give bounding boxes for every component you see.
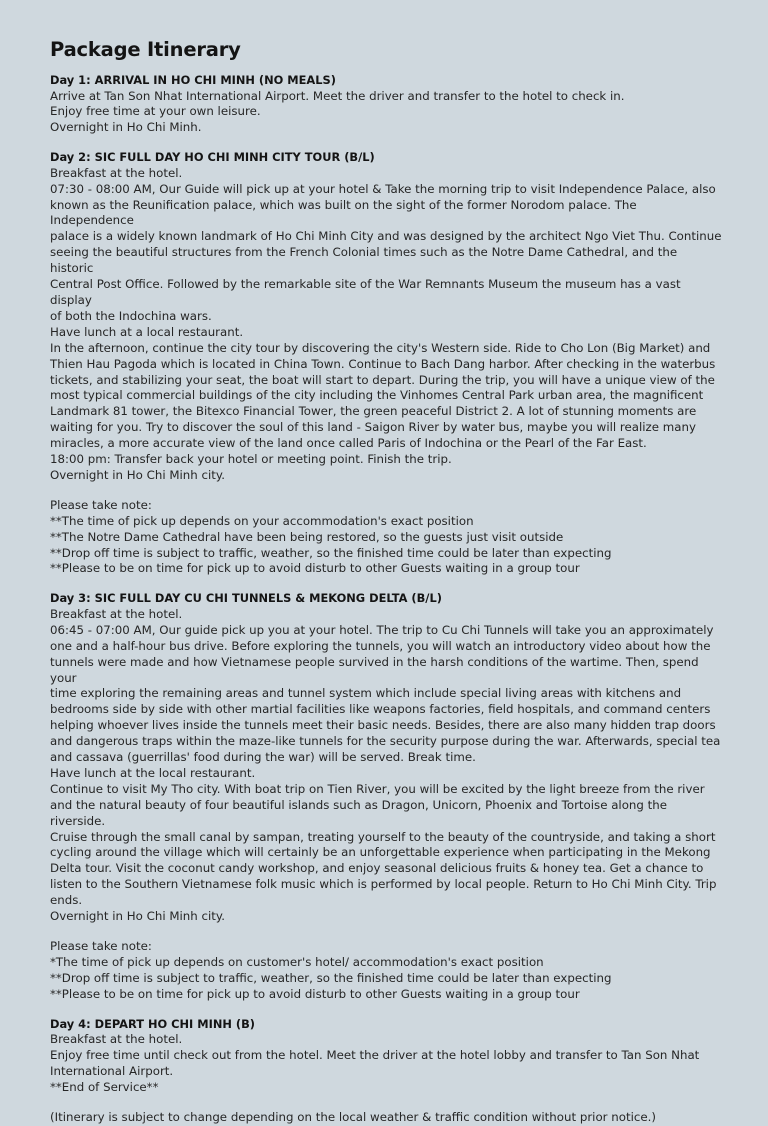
day-text-line: Continue to visit My Tho city. With boat trip on Tien River, you will be excited by the light breeze from the river bbox=[50, 781, 705, 796]
day-text-line: helping whoever lives inside the tunnels meet their basic needs. Besides, there are also many hidden trap doors bbox=[50, 718, 716, 733]
day-text-line: Overnight in Ho Chi Minh. bbox=[50, 120, 202, 135]
day-section-3 bbox=[50, 591, 724, 1002]
take-note-block bbox=[50, 939, 724, 1003]
day-text-line: **End of Service** bbox=[50, 1079, 159, 1094]
day-text-line: miracles, a more accurate view of the land once called Paris of Indochina or the Pearl of the Far East. bbox=[50, 436, 647, 451]
day-text-line: known as the Reunification palace, which was built on the sight of the former Norodom palace. The Independence bbox=[50, 197, 637, 228]
day-text-line: cycling around the village which will certainly be an unforgettable experience when participating in the Mekong bbox=[50, 845, 711, 860]
take-note-block bbox=[50, 498, 724, 578]
day-text-line: Delta tour. Visit the coconut candy workshop, and enjoy seasonal delicious fruits & honey tea. Get a chance to bbox=[50, 861, 704, 876]
day-text-line: Have lunch at the local restaurant. bbox=[50, 765, 256, 780]
day-title: Day 2: SIC FULL DAY HO CHI MINH CITY TOUR (B/L) bbox=[50, 150, 375, 165]
day-section-2 bbox=[50, 150, 724, 577]
days-container bbox=[50, 73, 724, 1096]
day-text-line: 06:45 - 07:00 AM, Our guide pick up you at your hotel. The trip to Cu Chi Tunnels will take you an approximately bbox=[50, 622, 714, 637]
day-text-line: and cassava (guerrillas' food during the war) will be served. Break time. bbox=[50, 750, 476, 765]
day-text-line: Breakfast at the hotel. bbox=[50, 606, 183, 621]
itinerary-disclaimer: (Itinerary is subject to change depending on the local weather & traffic condition without prior notice.) bbox=[50, 1109, 656, 1124]
day-text-line: Overnight in Ho Chi Minh city. bbox=[50, 909, 225, 924]
take-note-item: **Please to be on time for pick up to avoid disturb to other Guests waiting in a group tour bbox=[50, 561, 580, 576]
day-text-line: 18:00 pm: Transfer back your hotel or meeting point. Finish the trip. bbox=[50, 452, 452, 467]
day-text-line: and the natural beauty of four beautiful islands such as Dragon, Unicorn, Phoenix and Tortoise along the riverside. bbox=[50, 797, 668, 828]
day-text-line: of both the Indochina wars. bbox=[50, 308, 212, 323]
day-title: Day 3: SIC FULL DAY CU CHI TUNNELS & MEKONG DELTA (B/L) bbox=[50, 591, 442, 606]
day-text-line: tunnels were made and how Vietnamese people survived in the harsh conditions of the wartime. Then, spend your bbox=[50, 654, 699, 685]
take-note-heading: Please take note: bbox=[50, 939, 152, 953]
day-text-line: waiting for you. Try to discover the soul of this land - Saigon River by water bus, maybe you will realize many bbox=[50, 420, 696, 435]
day-text-line: 07:30 - 08:00 AM, Our Guide will pick up at your hotel & Take the morning trip to visit Independence Palace, also bbox=[50, 181, 716, 196]
take-note-item: **Drop off time is subject to traffic, weather, so the finished time could be later than expecting bbox=[50, 970, 612, 985]
day-text-line: Breakfast at the hotel. bbox=[50, 165, 183, 180]
take-note-heading: Please take note: bbox=[50, 497, 152, 512]
day-section-1 bbox=[50, 73, 724, 136]
day-text-line: Enjoy free time at your own leisure. bbox=[50, 104, 261, 119]
day-text-line: Overnight in Ho Chi Minh city. bbox=[50, 467, 225, 482]
day-text-line: Cruise through the small canal by sampan, treating yourself to the beauty of the countryside, and taking a short bbox=[50, 829, 716, 844]
day-text-line: Thien Hau Pagoda which is located in China Town. Continue to Bach Dang harbor. After checking in the waterbus bbox=[50, 356, 716, 371]
day-text-line: In the afternoon, continue the city tour by discovering the city's Western side. Ride to Cho Lon (Big Market) and bbox=[50, 340, 711, 355]
take-note-item: **Drop off time is subject to traffic, weather, so the finished time could be later than expecting bbox=[50, 545, 612, 560]
day-title: Day 1: ARRIVAL IN HO CHI MINH (NO MEALS) bbox=[50, 73, 336, 87]
day-text-line: most typical commercial buildings of the city including the Vinhomes Central Park urban area, the magnificent bbox=[50, 388, 704, 403]
take-note-item: *The time of pick up depends on customer's hotel/ accommodation's exact position bbox=[50, 954, 544, 969]
day-text-line: Arrive at Tan Son Nhat International Airport. Meet the driver and transfer to the hotel to check in. bbox=[50, 88, 625, 103]
day-text-line: Enjoy free time until check out from the hotel. Meet the driver at the hotel lobby and transfer to Tan Son Nhat bbox=[50, 1048, 700, 1063]
day-text-line: tickets, and stabilizing your seat, the boat will start to depart. During the trip, you will have a unique view of the bbox=[50, 372, 715, 387]
day-text-line: time exploring the remaining areas and tunnel system which include special living areas with kitchens and bbox=[50, 686, 682, 701]
day-text-line: Landmark 81 tower, the Bitexco Financial Tower, the green peaceful District 2. A lot of stunning moments are bbox=[50, 404, 697, 419]
take-note-item: **The time of pick up depends on your accommodation's exact position bbox=[50, 513, 474, 528]
day-text-line: ends. bbox=[50, 893, 83, 908]
day-text-line: one and a half-hour bus drive. Before exploring the tunnels, you will watch an introductory video about how the bbox=[50, 638, 711, 653]
day-text-line: Have lunch at a local restaurant. bbox=[50, 324, 244, 339]
day-title: Day 4: DEPART HO CHI MINH (B) bbox=[50, 1016, 255, 1031]
day-text-line: bedrooms side by side with other martial facilities like weapons factories, field hospitals, and command centers bbox=[50, 702, 711, 717]
day-text-line: Breakfast at the hotel. bbox=[50, 1032, 183, 1047]
page-title: Package Itinerary bbox=[50, 38, 241, 61]
day-text-line: palace is a widely known landmark of Ho Chi Minh City and was designed by the architect Ngo Viet Thu. Continue bbox=[50, 229, 722, 244]
day-text-line: listen to the Southern Vietnamese folk music which is performed by local people. Return to Ho Chi Minh City. Trip bbox=[50, 877, 717, 892]
day-section-4 bbox=[50, 1017, 724, 1096]
day-text-line: International Airport. bbox=[50, 1063, 174, 1078]
day-text-line: Central Post Office. Followed by the remarkable site of the War Remnants Museum the museum has a vast display bbox=[50, 277, 681, 307]
day-text-line: seeing the beautiful structures from the French Colonial times such as the Notre Dame Cathedral, and the historic bbox=[50, 245, 678, 276]
take-note-item: **The Notre Dame Cathedral have been being restored, so the guests just visit outside bbox=[50, 529, 564, 544]
day-text-line: and dangerous traps within the maze-like tunnels for the security purpose during the war. Afterwards, special tea bbox=[50, 734, 721, 749]
take-note-item: **Please to be on time for pick up to avoid disturb to other Guests waiting in a group tour bbox=[50, 986, 580, 1001]
